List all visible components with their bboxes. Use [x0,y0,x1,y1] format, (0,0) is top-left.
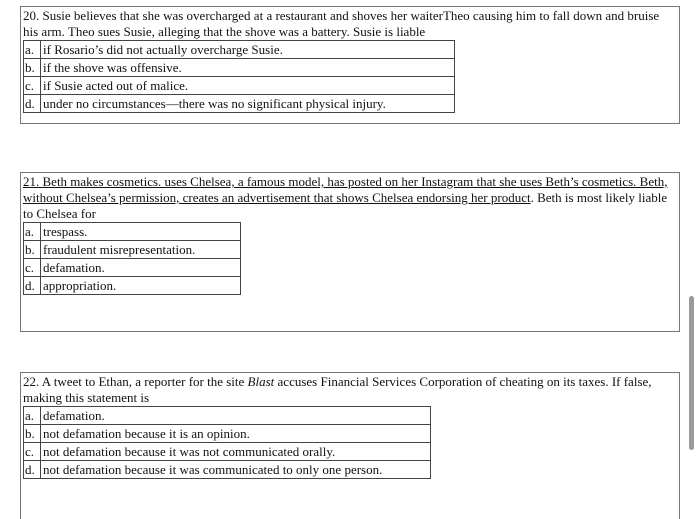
choice-letter: a. [24,407,41,425]
choice-d[interactable] [24,277,241,295]
vertical-scrollbar[interactable] [689,296,694,450]
question-22-text-part2: accuses Financial Services Corporation of cheating on its taxes. If false, making this statement is [23,374,652,405]
question-22 [20,372,680,519]
choice-letter: c. [24,77,41,95]
choice-text: fraudulent misrepresentation. [41,241,241,259]
choice-b[interactable] [24,241,241,259]
choice-letter: b. [24,59,41,77]
question-22-text-part1: 22. A tweet to Ethan, a reporter for the site [23,374,248,389]
choice-c[interactable] [24,259,241,277]
choice-letter: b. [24,241,41,259]
choice-d[interactable] [24,461,431,479]
choice-b[interactable] [24,425,431,443]
choice-c[interactable] [24,77,455,95]
question-21-choices [23,222,241,295]
choice-a[interactable] [24,223,241,241]
question-20-text-part2: . Susie is liable [346,24,426,39]
question-20 [20,6,680,124]
choice-text: if Susie acted out of malice. [41,77,455,95]
choice-letter: a. [24,41,41,59]
choice-text: appropriation. [41,277,241,295]
choice-a[interactable] [24,41,455,59]
choice-text: not defamation because it was not communicated orally. [41,443,431,461]
choice-text: defamation. [41,259,241,277]
choice-text: if Rosario’s did not actually overcharge Susie. [41,41,455,59]
question-22-site-name: Blast [247,374,275,389]
choice-text: defamation. [41,407,431,425]
question-20-text [21,7,679,40]
choice-letter: a. [24,223,41,241]
choice-d[interactable] [24,95,455,113]
choice-letter: d. [24,95,41,113]
question-21 [20,172,680,332]
choice-b[interactable] [24,59,455,77]
question-20-text-part1: 20. Susie believes that she was overcharged at a restaurant and shoves her waiterTheo causing him to fall down and bruise his arm. Theo sues Susie, alleging that the shove was a battery [23,8,660,39]
question-21-text-part1: 21. Beth makes cosmetics. uses Chelsea, a famous model, has posted on her Instagram that she uses Beth’s cosmetics. Beth, without Chelsea’s permission, creates an advertisement that shows Chelsea endorsing her product [23,174,668,205]
choice-text: trespass. [41,223,241,241]
choice-letter: d. [24,277,41,295]
choice-letter: b. [24,425,41,443]
choice-letter: d. [24,461,41,479]
question-22-choices [23,406,431,479]
choice-letter: c. [24,259,41,277]
question-22-text [21,373,679,406]
choice-text: not defamation because it was communicated to only one person. [41,461,431,479]
choice-text: not defamation because it is an opinion. [41,425,431,443]
choice-c[interactable] [24,443,431,461]
choice-text: if the shove was offensive. [41,59,455,77]
question-21-text-part2: . Beth is most likely liable to Chelsea for [23,190,668,221]
question-20-choices [23,40,455,113]
choice-a[interactable] [24,407,431,425]
question-21-text [21,173,679,222]
choice-text: under no circumstances—there was no significant physical injury. [41,95,455,113]
choice-letter: c. [24,443,41,461]
